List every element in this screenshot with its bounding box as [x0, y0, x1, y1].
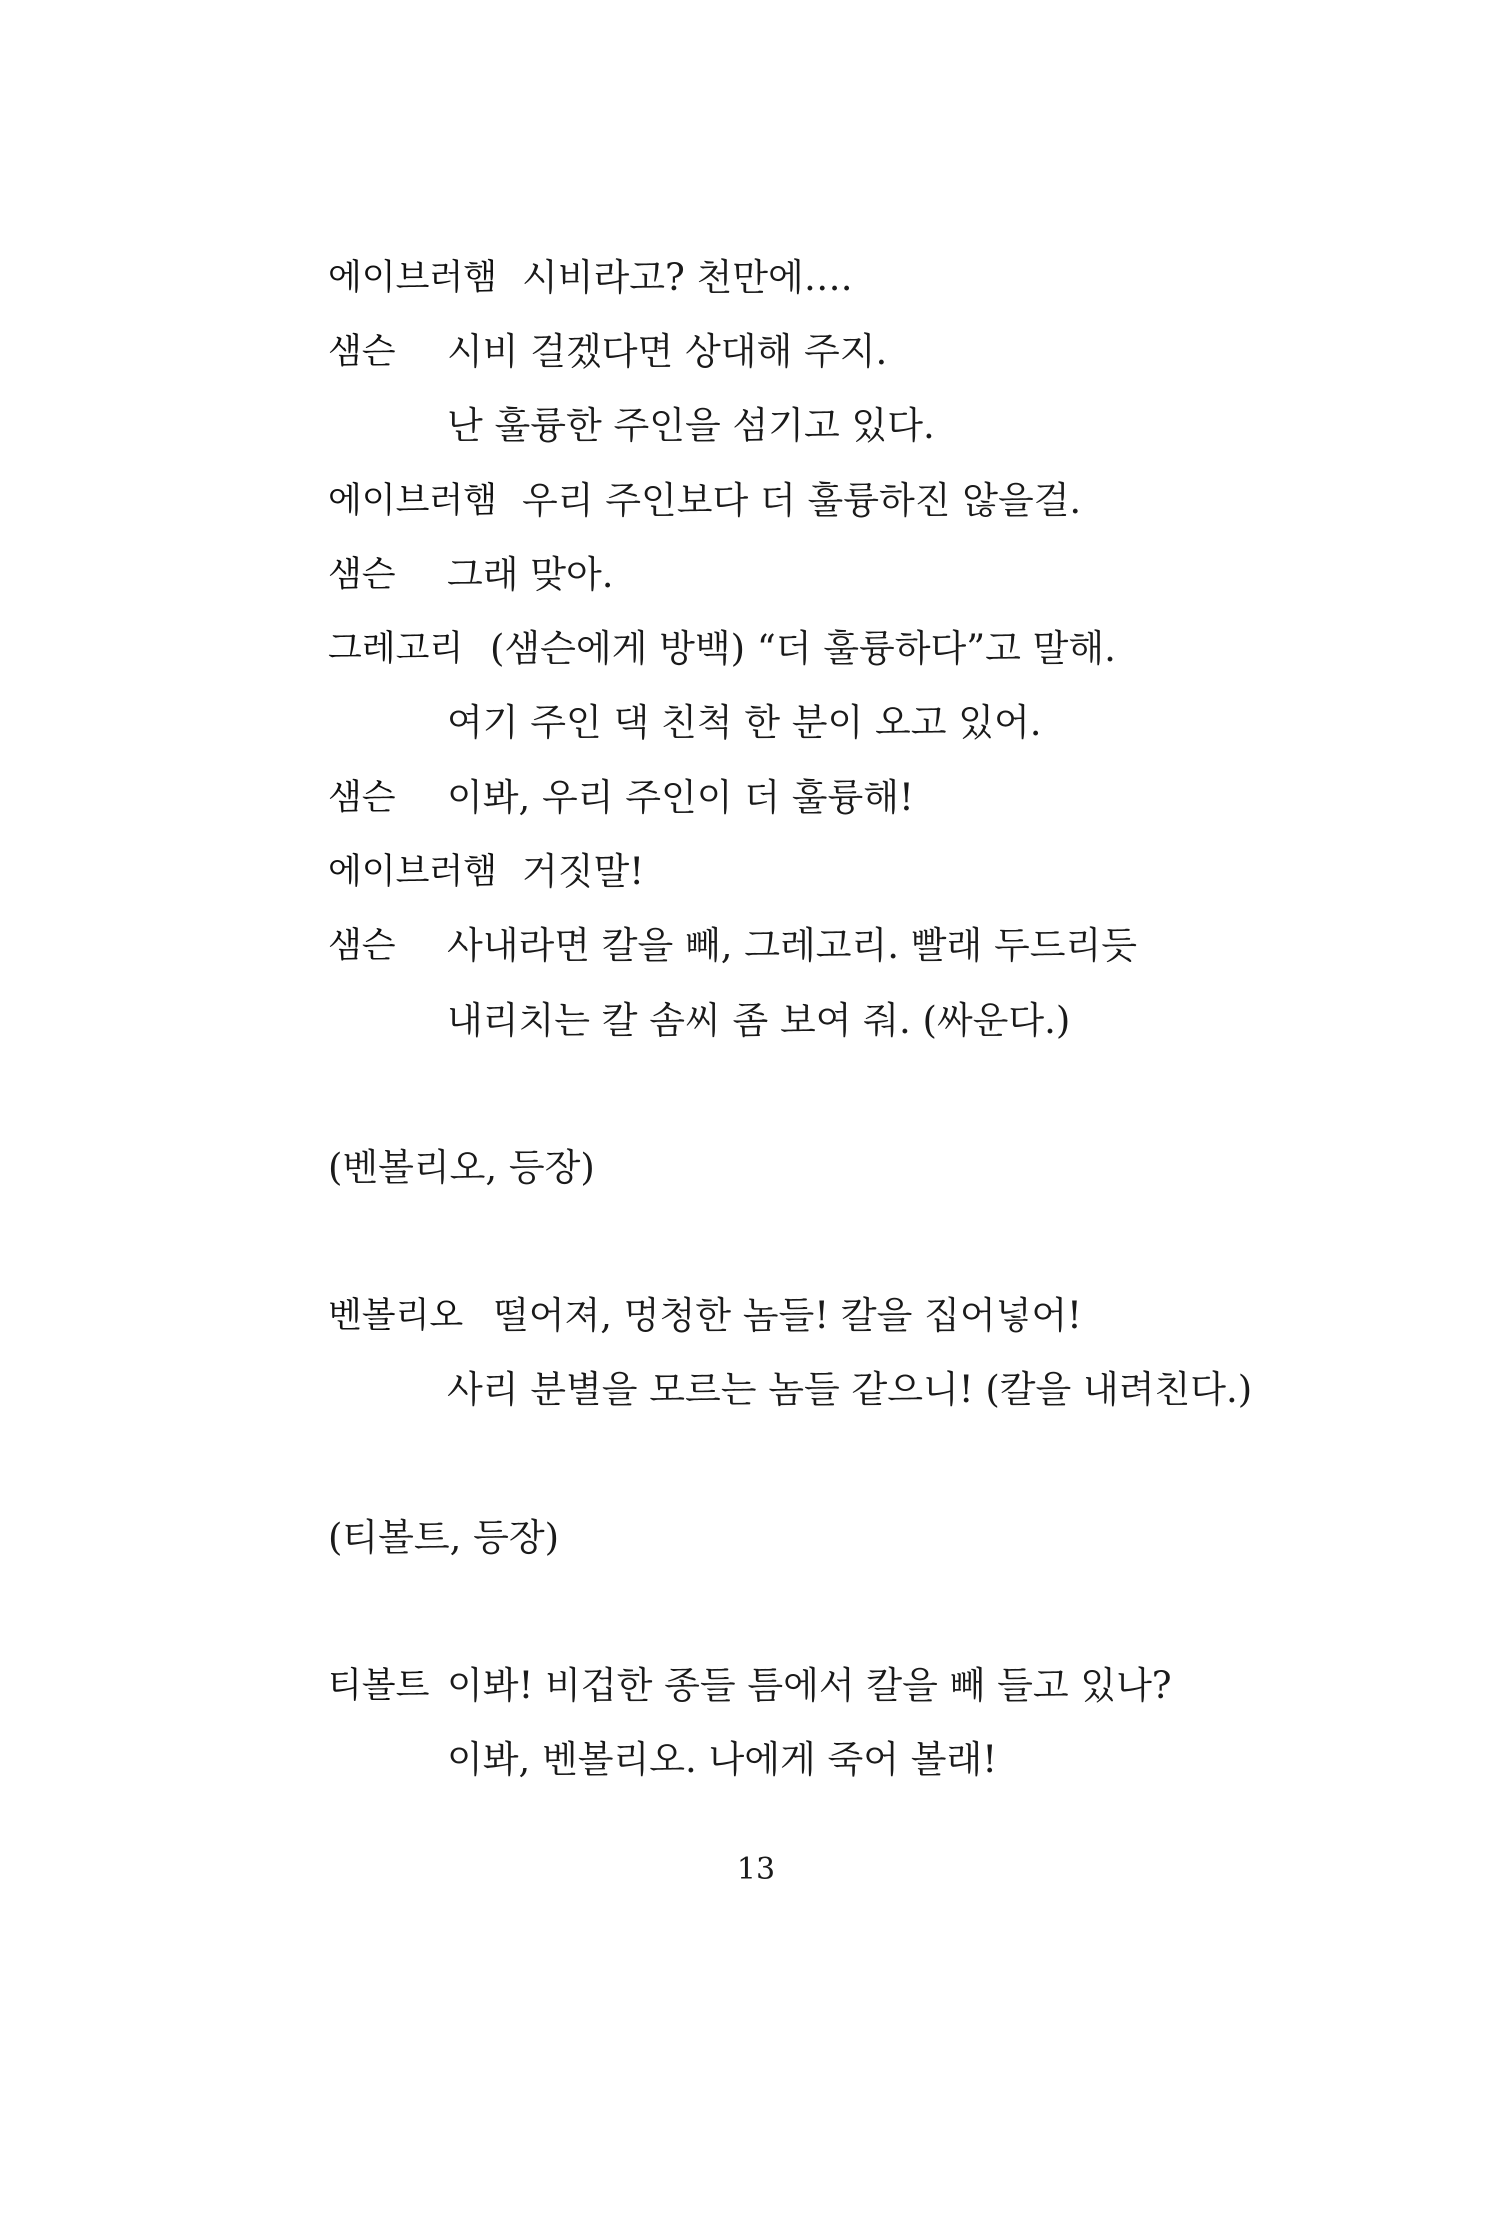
speaker-name: 샘슨	[328, 926, 396, 966]
dialogue-text: 시비라고? 천만에….	[522, 256, 853, 299]
dialogue-line	[328, 1288, 1082, 1344]
speaker-name: 에이브러햄	[328, 258, 498, 298]
dialogue-line	[328, 250, 853, 306]
speaker-name: 에이브러햄	[328, 481, 498, 521]
dialogue-text: 그래 맞아.	[447, 553, 614, 596]
dialogue-continuation: 난 훌륭한 주인을 섬기고 있다.	[447, 404, 935, 447]
dialogue-text: (샘슨에게 방백) “더 훌륭하다”고 말해.	[490, 627, 1116, 670]
dialogue-text: 우리 주인보다 더 훌륭하진 않을걸.	[522, 479, 1082, 522]
dialogue-line	[328, 1658, 1172, 1714]
dialogue-text: 시비 걸겠다면 상대해 주지.	[447, 330, 888, 373]
dialogue-text: 거짓말!	[522, 850, 645, 893]
speaker-name: 샘슨	[328, 555, 396, 595]
dialogue-continuation: 이봐, 벤볼리오. 나에게 죽어 볼래!	[447, 1738, 998, 1781]
speaker-name: 샘슨	[328, 778, 396, 818]
page-number: 13	[736, 1852, 776, 1887]
speaker-name: 그레고리	[328, 629, 464, 669]
stage-direction: (티볼트, 등장)	[328, 1516, 560, 1559]
speaker-name: 샘슨	[328, 332, 396, 372]
dialogue-line	[328, 844, 645, 900]
dialogue-line	[328, 621, 1116, 677]
dialogue-text: 이봐! 비겁한 종들 틈에서 칼을 빼 들고 있나?	[447, 1664, 1172, 1707]
dialogue-line	[328, 770, 914, 826]
dialogue-text: 이봐, 우리 주인이 더 훌륭해!	[447, 776, 914, 819]
dialogue-line	[328, 918, 1137, 974]
dialogue-text: 사내라면 칼을 빼, 그레고리. 빨래 두드리듯	[447, 924, 1137, 967]
dialogue-text: 떨어져, 멍청한 놈들! 칼을 집어넣어!	[493, 1294, 1082, 1337]
dialogue-line	[328, 473, 1082, 529]
speaker-name: 벤볼리오	[328, 1296, 464, 1336]
stage-direction: (벤볼리오, 등장)	[328, 1146, 595, 1189]
speaker-name: 티볼트	[328, 1666, 430, 1706]
dialogue-continuation: 여기 주인 댁 친척 한 분이 오고 있어.	[447, 701, 1042, 744]
dialogue-continuation: 사리 분별을 모르는 놈들 같으니! (칼을 내려친다.)	[447, 1368, 1253, 1411]
dialogue-line	[328, 547, 614, 603]
dialogue-line	[328, 324, 888, 380]
speaker-name: 에이브러햄	[328, 852, 498, 892]
dialogue-continuation: 내리치는 칼 솜씨 좀 보여 줘. (싸운다.)	[447, 999, 1071, 1042]
